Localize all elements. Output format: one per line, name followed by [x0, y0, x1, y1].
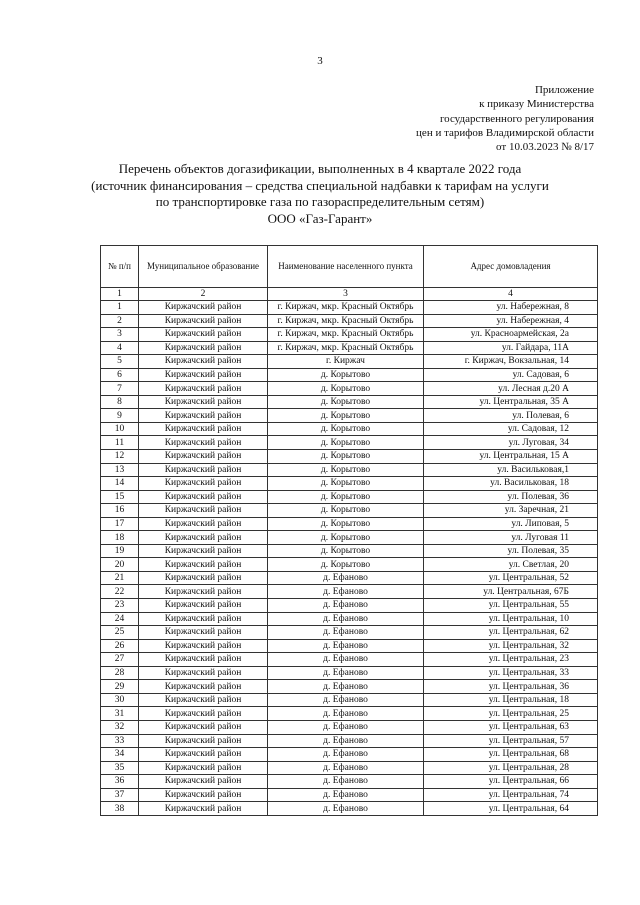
cell-municipality: Киржачский район — [139, 626, 268, 640]
cell-number: 26 — [101, 639, 139, 653]
table-row — [101, 599, 598, 613]
cell-number: 16 — [101, 504, 139, 518]
column-number: 3 — [268, 288, 424, 301]
title-line: Перечень объектов догазификации, выполненных в 4 квартале 2022 года — [118, 161, 522, 176]
cell-municipality: Киржачский район — [139, 422, 268, 436]
cell-number: 28 — [101, 666, 139, 680]
cell-settlement: г. Киржач, мкр. Красный Октябрь — [268, 341, 424, 355]
cell-address: ул. Центральная, 36 — [424, 680, 598, 694]
cell-number: 14 — [101, 477, 139, 491]
cell-settlement: д. Корытово — [268, 531, 424, 545]
cell-number: 29 — [101, 680, 139, 694]
table-row — [101, 368, 598, 382]
cell-number: 34 — [101, 748, 139, 762]
cell-number: 3 — [101, 328, 139, 342]
cell-municipality: Киржачский район — [139, 734, 268, 748]
cell-settlement: д. Корытово — [268, 422, 424, 436]
appendix-line: от 10.03.2023 № 8/17 — [496, 141, 594, 154]
cell-address: ул. Центральная, 63 — [424, 720, 598, 734]
cell-settlement: д. Корытово — [268, 382, 424, 396]
cell-address: ул. Центральная, 23 — [424, 653, 598, 667]
cell-address: ул. Васильковая,1 — [424, 463, 598, 477]
cell-municipality: Киржачский район — [139, 531, 268, 545]
cell-settlement: д. Корытово — [268, 504, 424, 518]
header-settlement: Наименование населенного пункта — [268, 246, 424, 288]
objects-table — [100, 245, 598, 816]
cell-number: 31 — [101, 707, 139, 721]
cell-address: ул. Набережная, 4 — [424, 314, 598, 328]
cell-municipality: Киржачский район — [139, 382, 268, 396]
cell-number: 32 — [101, 720, 139, 734]
cell-address: ул. Луговая 11 — [424, 531, 598, 545]
cell-municipality: Киржачский район — [139, 504, 268, 518]
document-title — [0, 161, 640, 228]
cell-settlement: д. Ефаново — [268, 626, 424, 640]
cell-address: ул. Садовая, 6 — [424, 368, 598, 382]
cell-settlement: д. Ефаново — [268, 734, 424, 748]
cell-number: 7 — [101, 382, 139, 396]
cell-settlement: д. Корытово — [268, 490, 424, 504]
cell-address: ул. Садовая, 12 — [424, 422, 598, 436]
cell-municipality: Киржачский район — [139, 436, 268, 450]
table-row — [101, 680, 598, 694]
cell-settlement: д. Корытово — [268, 463, 424, 477]
cell-municipality: Киржачский район — [139, 395, 268, 409]
cell-municipality: Киржачский район — [139, 571, 268, 585]
cell-municipality: Киржачский район — [139, 328, 268, 342]
column-number: 1 — [101, 288, 139, 301]
cell-municipality: Киржачский район — [139, 490, 268, 504]
cell-municipality: Киржачский район — [139, 680, 268, 694]
cell-address: ул. Центральная, 18 — [424, 693, 598, 707]
cell-municipality: Киржачский район — [139, 477, 268, 491]
table-row — [101, 450, 598, 464]
cell-address: ул. Центральная, 66 — [424, 775, 598, 789]
cell-municipality: Киржачский район — [139, 585, 268, 599]
cell-number: 20 — [101, 558, 139, 572]
cell-number: 18 — [101, 531, 139, 545]
table-row — [101, 314, 598, 328]
table-body — [101, 301, 598, 816]
cell-number: 13 — [101, 463, 139, 477]
cell-municipality: Киржачский район — [139, 693, 268, 707]
cell-address: ул. Светлая, 20 — [424, 558, 598, 572]
cell-number: 24 — [101, 612, 139, 626]
table-row — [101, 748, 598, 762]
cell-settlement: д. Ефаново — [268, 612, 424, 626]
cell-address: ул. Полевая, 35 — [424, 544, 598, 558]
cell-settlement: г. Киржач, мкр. Красный Октябрь — [268, 328, 424, 342]
cell-address: ул. Центральная, 74 — [424, 788, 598, 802]
cell-address: ул. Центральная, 68 — [424, 748, 598, 762]
cell-address: ул. Лесная д.20 А — [424, 382, 598, 396]
cell-address: ул. Центральная, 33 — [424, 666, 598, 680]
cell-settlement: д. Ефаново — [268, 707, 424, 721]
table-row — [101, 477, 598, 491]
cell-address: ул. Красноармейская, 2а — [424, 328, 598, 342]
header-municipality: Муниципальное образование — [139, 246, 268, 288]
appendix-line: Приложение — [534, 84, 594, 96]
table-row — [101, 328, 598, 342]
cell-number: 9 — [101, 409, 139, 423]
cell-number: 25 — [101, 626, 139, 640]
cell-address: ул. Центральная, 25 — [424, 707, 598, 721]
cell-address: ул. Луговая, 34 — [424, 436, 598, 450]
title-line: ООО «Газ-Гарант» — [267, 211, 373, 227]
cell-municipality: Киржачский район — [139, 341, 268, 355]
cell-settlement: д. Ефаново — [268, 585, 424, 599]
cell-number: 15 — [101, 490, 139, 504]
cell-number: 36 — [101, 775, 139, 789]
table-row — [101, 693, 598, 707]
cell-address: ул. Липовая, 5 — [424, 517, 598, 531]
cell-number: 30 — [101, 693, 139, 707]
cell-settlement: д. Корытово — [268, 544, 424, 558]
appendix-block — [334, 83, 594, 154]
cell-municipality: Киржачский район — [139, 612, 268, 626]
cell-number: 22 — [101, 585, 139, 599]
table-row — [101, 761, 598, 775]
cell-municipality: Киржачский район — [139, 639, 268, 653]
table-row — [101, 301, 598, 315]
cell-address: ул. Центральная, 28 — [424, 761, 598, 775]
appendix-line: к приказу Министерства — [479, 98, 594, 111]
cell-municipality: Киржачский район — [139, 409, 268, 423]
cell-municipality: Киржачский район — [139, 788, 268, 802]
header-number: № п/п — [101, 246, 139, 288]
cell-municipality: Киржачский район — [139, 707, 268, 721]
table-row — [101, 382, 598, 396]
table-row — [101, 531, 598, 545]
cell-settlement: г. Киржач, мкр. Красный Октябрь — [268, 301, 424, 315]
cell-municipality: Киржачский район — [139, 775, 268, 789]
cell-address: ул. Васильковая, 18 — [424, 477, 598, 491]
table-row — [101, 666, 598, 680]
cell-settlement: д. Ефаново — [268, 666, 424, 680]
cell-number: 38 — [101, 802, 139, 816]
appendix-line: цен и тарифов Владимирской области — [416, 126, 594, 139]
cell-settlement: г. Киржач — [268, 355, 424, 369]
cell-address: ул. Полевая, 6 — [424, 409, 598, 423]
cell-address: ул. Полевая, 36 — [424, 490, 598, 504]
cell-number: 35 — [101, 761, 139, 775]
cell-address: ул. Центральная, 52 — [424, 571, 598, 585]
cell-address: ул. Центральная, 10 — [424, 612, 598, 626]
cell-settlement: д. Ефаново — [268, 571, 424, 585]
cell-municipality: Киржачский район — [139, 802, 268, 816]
cell-number: 23 — [101, 599, 139, 613]
cell-settlement: д. Корытово — [268, 517, 424, 531]
cell-municipality: Киржачский район — [139, 599, 268, 613]
column-number: 2 — [139, 288, 268, 301]
cell-settlement: д. Ефаново — [268, 599, 424, 613]
cell-number: 5 — [101, 355, 139, 369]
cell-number: 21 — [101, 571, 139, 585]
cell-address: ул. Заречная, 21 — [424, 504, 598, 518]
cell-address: г. Киржач, Вокзальная, 14 — [424, 355, 598, 369]
header-address: Адрес домовладения — [424, 246, 598, 288]
cell-number: 17 — [101, 517, 139, 531]
table-row — [101, 585, 598, 599]
cell-settlement: д. Корытово — [268, 395, 424, 409]
table-row — [101, 517, 598, 531]
cell-settlement: д. Ефаново — [268, 748, 424, 762]
column-number: 4 — [424, 288, 598, 301]
cell-municipality: Киржачский район — [139, 761, 268, 775]
table-row — [101, 341, 598, 355]
cell-number: 1 — [101, 301, 139, 315]
table-row — [101, 490, 598, 504]
title-line: (источник финансирования – средства специальной надбавки к тарифам на услуги — [91, 177, 549, 193]
cell-settlement: д. Ефаново — [268, 653, 424, 667]
cell-number: 27 — [101, 653, 139, 667]
cell-municipality: Киржачский район — [139, 720, 268, 734]
table-row — [101, 788, 598, 802]
cell-settlement: д. Корытово — [268, 368, 424, 382]
table-row — [101, 558, 598, 572]
cell-settlement: д. Корытово — [268, 450, 424, 464]
table-row — [101, 802, 598, 816]
table-row — [101, 504, 598, 518]
cell-number: 10 — [101, 422, 139, 436]
cell-municipality: Киржачский район — [139, 314, 268, 328]
table-row — [101, 463, 598, 477]
cell-municipality: Киржачский район — [139, 666, 268, 680]
cell-address: ул. Центральная, 67Б — [424, 585, 598, 599]
table-row — [101, 639, 598, 653]
cell-settlement: д. Ефаново — [268, 680, 424, 694]
table-row — [101, 395, 598, 409]
cell-municipality: Киржачский район — [139, 463, 268, 477]
cell-number: 4 — [101, 341, 139, 355]
table-row — [101, 544, 598, 558]
cell-settlement: д. Ефаново — [268, 720, 424, 734]
cell-number: 11 — [101, 436, 139, 450]
cell-municipality: Киржачский район — [139, 748, 268, 762]
table-row — [101, 409, 598, 423]
cell-municipality: Киржачский район — [139, 558, 268, 572]
cell-municipality: Киржачский район — [139, 301, 268, 315]
cell-settlement: д. Ефаново — [268, 761, 424, 775]
table-row — [101, 734, 598, 748]
cell-address: ул. Центральная, 55 — [424, 599, 598, 613]
table-row — [101, 626, 598, 640]
cell-address: ул. Гайдара, 11А — [424, 341, 598, 355]
table-row — [101, 720, 598, 734]
cell-number: 6 — [101, 368, 139, 382]
cell-municipality: Киржачский район — [139, 544, 268, 558]
cell-municipality: Киржачский район — [139, 355, 268, 369]
cell-number: 33 — [101, 734, 139, 748]
table-row — [101, 355, 598, 369]
page-number: 3 — [317, 55, 323, 67]
table-row — [101, 653, 598, 667]
cell-number: 37 — [101, 788, 139, 802]
table-header-row — [101, 246, 598, 288]
cell-municipality: Киржачский район — [139, 653, 268, 667]
table-row — [101, 436, 598, 450]
cell-settlement: г. Киржач, мкр. Красный Октябрь — [268, 314, 424, 328]
cell-settlement: д. Ефаново — [268, 775, 424, 789]
cell-address: ул. Центральная, 62 — [424, 626, 598, 640]
cell-settlement: д. Корытово — [268, 558, 424, 572]
cell-address: ул. Центральная, 15 А — [424, 450, 598, 464]
table-row — [101, 612, 598, 626]
cell-municipality: Киржачский район — [139, 368, 268, 382]
cell-municipality: Киржачский район — [139, 450, 268, 464]
cell-settlement: д. Ефаново — [268, 802, 424, 816]
table-row — [101, 422, 598, 436]
cell-address: ул. Центральная, 32 — [424, 639, 598, 653]
table-row — [101, 707, 598, 721]
cell-settlement: д. Ефаново — [268, 788, 424, 802]
cell-number: 2 — [101, 314, 139, 328]
cell-number: 19 — [101, 544, 139, 558]
cell-settlement: д. Корытово — [268, 409, 424, 423]
cell-address: ул. Центральная, 35 А — [424, 395, 598, 409]
table-row — [101, 571, 598, 585]
cell-address: ул. Набережная, 8 — [424, 301, 598, 315]
cell-settlement: д. Корытово — [268, 477, 424, 491]
cell-address: ул. Центральная, 64 — [424, 802, 598, 816]
cell-settlement: д. Ефаново — [268, 693, 424, 707]
appendix-line: государственного регулирования — [439, 112, 594, 125]
title-line: по транспортировке газа по газораспределительным сетям) — [155, 194, 485, 210]
cell-address: ул. Центральная, 57 — [424, 734, 598, 748]
column-number-row — [101, 288, 598, 301]
cell-settlement: д. Корытово — [268, 436, 424, 450]
cell-municipality: Киржачский район — [139, 517, 268, 531]
table-row — [101, 775, 598, 789]
cell-settlement: д. Ефаново — [268, 639, 424, 653]
cell-number: 12 — [101, 450, 139, 464]
cell-number: 8 — [101, 395, 139, 409]
